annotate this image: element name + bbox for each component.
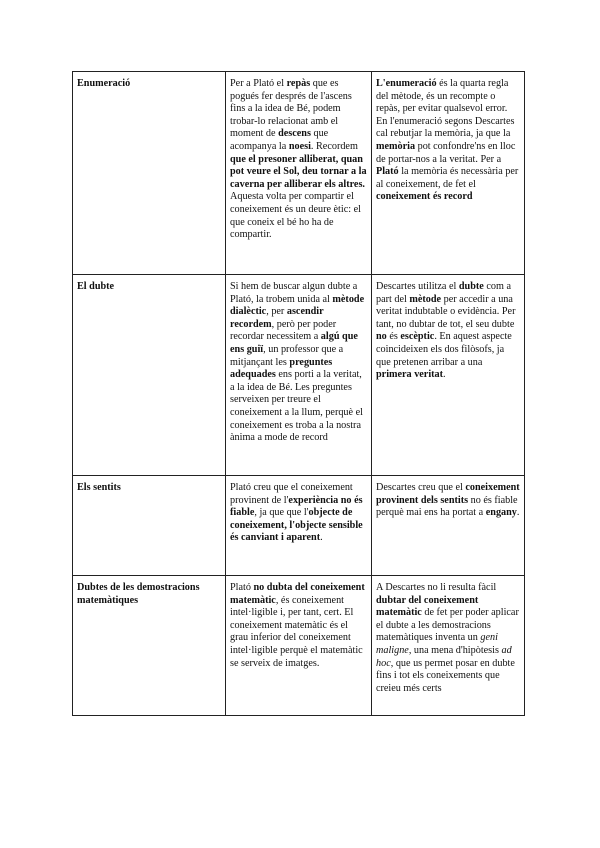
bold-text: coneixement provinent dels sentits: [376, 482, 520, 506]
bold-text: dubte: [458, 281, 484, 292]
bold-text: mètode dialèctic: [230, 293, 365, 318]
text-run: com a part del: [376, 281, 511, 305]
text-run: Descartes creu que el: [376, 482, 466, 493]
bold-text: dubtar del coneixement matemàtic: [376, 594, 479, 619]
text-run: Descartes utilitza el: [376, 281, 459, 292]
bold-text: memòria: [376, 140, 416, 152]
text-run: , que us permet posar en dubte fins i tot els coneixements que creieu més certs: [376, 657, 515, 694]
bold-text: mètode: [409, 293, 442, 305]
text-run: , un professor que a mitjançant les: [230, 343, 344, 368]
text-run: que es pogués fer després de l'ascens fins a la idea de Bé, podem trobar-lo relacionat amb el moment de: [230, 78, 352, 140]
bold-text: repàs: [286, 78, 311, 89]
bold-text: preguntes adequades: [230, 356, 333, 381]
text-run: és: [386, 331, 401, 343]
table-row-el-dubte: [73, 275, 525, 476]
text-run: , ja que que l': [254, 507, 309, 519]
topic-label: Dubtes de les demostracions matemàtiques: [77, 582, 200, 606]
table-row-enumeracio: [73, 72, 525, 275]
bold-text: que el presoner alliberat, quan pot veure el Sol, deu tornar a la caverna per alliberar els altres.: [230, 153, 367, 190]
bold-text: no dubta del coneixement matemàtic: [230, 582, 365, 606]
text-run: Plató creu que el coneixement provinent de l': [230, 482, 353, 506]
text-run: A Descartes no li resulta fàcil: [376, 582, 497, 593]
bold-text: Plató: [376, 166, 399, 178]
italic-text: ad hoc: [376, 644, 512, 669]
topic-label: Enumeració: [77, 78, 131, 89]
text-run: . En aquest aspecte coincideixen els dos filòsofs, ja que pretenen arribar a una: [376, 331, 512, 368]
descartes-cell: [372, 576, 525, 716]
text-run: ens porti a la veritat, a la idea de Bé. Les preguntes serveixen per treure el coneixement a la llum, perquè el coneixement es troba a la nostra ànima a mode de record: [230, 369, 363, 444]
descartes-cell: [372, 275, 525, 476]
bold-text: ascendir recordem: [230, 306, 324, 330]
descartes-cell: [372, 72, 525, 275]
topic-cell: [73, 476, 226, 576]
text-run: que acompanya la: [230, 128, 329, 152]
bold-text: primera veritat: [376, 369, 444, 381]
text-run: . Recordem: [310, 140, 358, 152]
bold-text: escèptic: [400, 331, 435, 343]
plato-cell: [226, 72, 372, 275]
text-run: .: [443, 369, 446, 381]
bold-text: experiència no és fiable: [230, 494, 363, 519]
bold-text: coneixement és record: [376, 191, 473, 203]
bold-text: algú que ens guiï: [230, 331, 358, 355]
bold-text: no: [376, 331, 387, 343]
topic-label: El dubte: [77, 281, 115, 292]
text-run: Aquesta volta per compartir el coneixement és un deure ètic: el que coneix el bé ho ha de compartir.: [230, 191, 361, 241]
text-run: no és fiable perquè mai ens ha portat a: [376, 494, 518, 519]
bold-text: engany: [485, 507, 517, 519]
plato-cell: [226, 476, 372, 576]
text-run: , és coneixement intel·ligible i, per tant, cert. El coneixement matemàtic és el grau inferior del coneixement intel·ligible perquè el matemàtic se serveix de imatges.: [230, 594, 363, 669]
text-run: pot confondre'ns en lloc de portar-nos a la veritat. Per a: [376, 140, 516, 165]
text-run: Plató: [230, 582, 254, 593]
text-run: .: [516, 507, 520, 519]
bold-text: L'enumeració: [376, 78, 437, 89]
bold-text: objecte de coneixement, l'objecte sensible és canviant i aparent: [230, 507, 363, 544]
topic-cell: [73, 275, 226, 476]
bold-text: noesi: [288, 140, 311, 152]
topic-cell: [73, 576, 226, 716]
text-run: la memòria és necessària per al coneixement, de fet el: [376, 166, 519, 190]
text-run: Per a Plató el: [230, 78, 287, 89]
text-run: per accedir a una veritat indubtable o evidència. Per tant, no dubtar de tot, el seu dubte: [376, 293, 516, 330]
bold-text: descens: [278, 128, 311, 140]
plato-cell: [226, 275, 372, 476]
topic-cell: [73, 72, 226, 275]
text-run: Si hem de buscar algun dubte a Plató, la trobem unida al: [230, 281, 358, 305]
topic-label: Els sentits: [77, 482, 121, 493]
text-run: .: [320, 532, 323, 544]
comparison-table: [72, 71, 525, 716]
italic-text: geni maligne: [376, 632, 498, 656]
text-run: , una mena d'hipòtesis: [408, 644, 502, 656]
table-row-dubtes-matematiques: [73, 576, 525, 716]
text-run: és la quarta regla del mètode, és un recompte o repàs, per evitar qualsevol error. En l'enumeració segons Descartes cal rebutjar la memòria, ja que la: [376, 78, 515, 140]
descartes-cell: [372, 476, 525, 576]
text-run: , però per poder recordar necessitem a: [230, 318, 337, 343]
plato-cell: [226, 576, 372, 716]
table-row-els-sentits: [73, 476, 525, 576]
text-run: de fet per poder aplicar el dubte a les demostracions matemàtiques inventa un: [376, 607, 519, 644]
text-run: , per: [266, 306, 287, 318]
